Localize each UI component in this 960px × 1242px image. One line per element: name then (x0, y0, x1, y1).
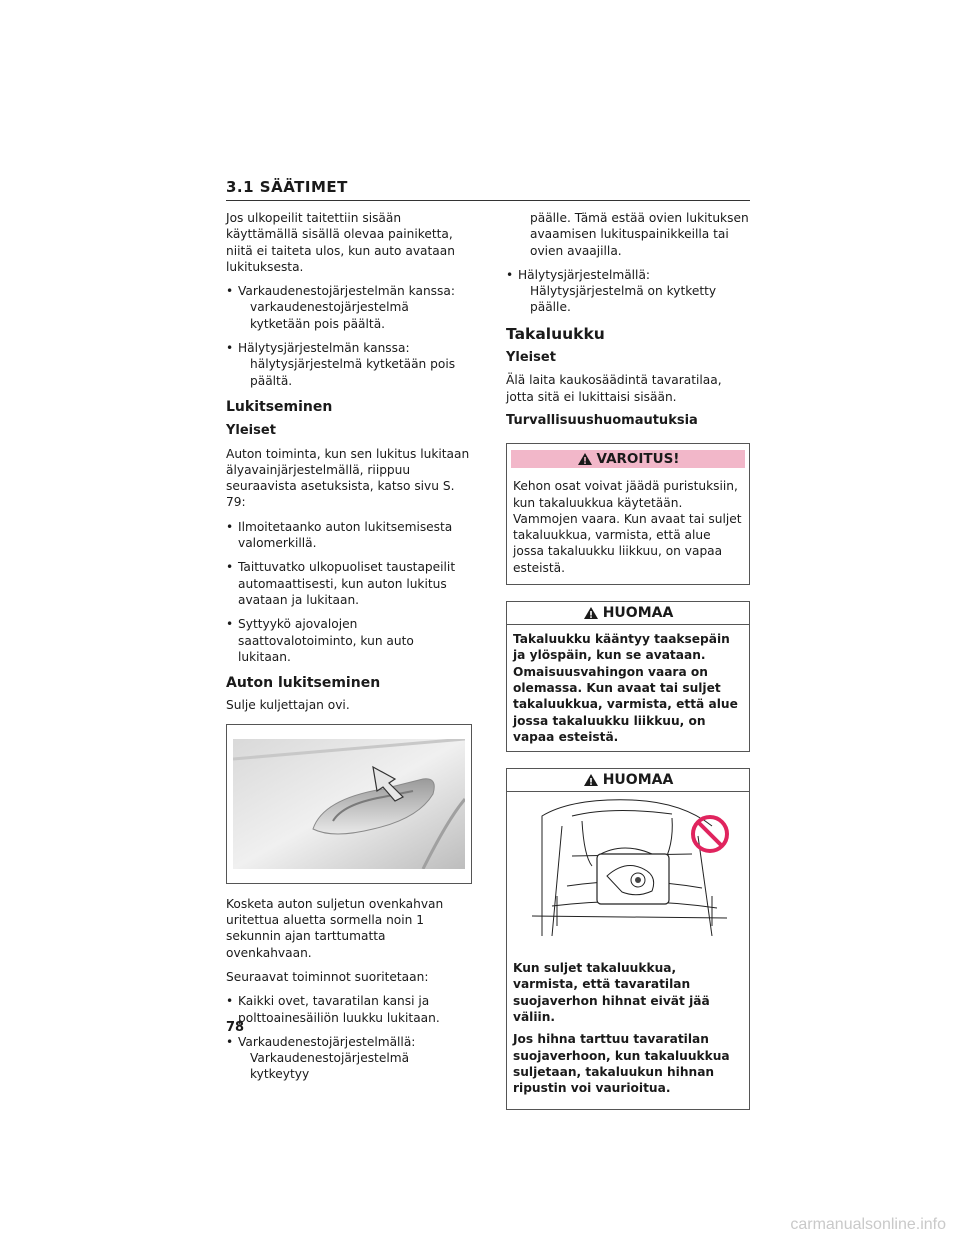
prohibited-icon (693, 817, 727, 851)
intro-paragraph: Jos ulkopeilit taitettiin sisään käyttämällä sisällä olevaa painiketta, niitä ei taiteta ulos, kun auto avataan lukituksesta. (226, 211, 455, 274)
warning-triangle-icon (577, 452, 593, 466)
note-text-1: Kun suljet takaluukkua, varmista, että tavaratilan suojaverhon hihnat eivät jää väliin. (513, 961, 710, 1025)
sulje-paragraph: Sulje kuljettajan ovi. (226, 698, 350, 713)
photo-caption: Kosketa auton suljetun ovenkahvan uritettua aluetta sormella noin 1 sekunnin ajan tarttumatta ovenkahvaan. (226, 896, 444, 960)
door-handle-photo (226, 724, 472, 884)
trunk-illustration (512, 796, 744, 936)
bullet-text: Varkaudenestojärjestelmä kytkeytyy (250, 1051, 410, 1082)
warning-header (511, 450, 745, 468)
list-item: • Kaikki ovet, tavaratilan kansi ja polttoainesäiliön luukku lukitaan. (226, 994, 440, 1025)
note-text: Takaluukku kääntyy taaksepäin ja ylöspäin, kun se avataan. Omaisuusvahingon vaara on olemassa. Kun avaat tai suljet takaluukkua, varmista, että alue jossa takaluukku liikkuu, on vapaa esteistä. (513, 632, 738, 744)
heading-lukitseminen: Lukitseminen (226, 398, 333, 415)
section-header: 3.1 SÄÄTIMET (226, 178, 750, 201)
note-header (507, 769, 749, 792)
list-item: • Ilmoitetaanko auton lukitsemisesta valomerkillä. (226, 519, 453, 551)
note-box-1 (506, 601, 750, 752)
warning-triangle-icon (583, 773, 599, 787)
door-handle-illustration (233, 739, 465, 869)
list-item: • Hälytysjärjestelmällä: Hälytysjärjestelmä on kytketty päälle. (506, 267, 717, 315)
yleiset-paragraph: Auton toiminta, kun sen lukitus lukitaan älyavainjärjestelmällä, riippuu seuraavista asetuksista, katso sivu S. 79: (226, 446, 470, 510)
heading-takaluukku: Takaluukku (506, 324, 605, 343)
warning-text: Kehon osat voivat jäädä puristuksiin, kun takaluukkua käytetään. Vammojen vaara. Kun avaat tai suljet takaluukkua, varmista, että alue jossa takaluukku liikkuu, on vapaa esteistä. (513, 479, 742, 575)
bullet-title: Varkaudenestojärjestelmän kanssa: (238, 284, 455, 299)
note-text-2: Jos hihna tarttuu tavaratilan suojaverhoon, kun takaluukkua suljetaan, takaluukun hihnan ripustin voi vaurioitua. (513, 1032, 730, 1096)
list-item: • Varkaudenestojärjestelmällä: Varkaudenestojärjestelmä kytkeytyy (226, 1034, 470, 1083)
right-column (506, 210, 750, 1126)
note-label: HUOMAA (602, 771, 674, 788)
list-item: • Varkaudenestojärjestelmän kanssa: varkaudenestojärjestelmä kytketään pois päältä. (226, 283, 470, 332)
list-item: • Hälytysjärjestelmän kanssa: hälytysjärjestelmä kytketään pois päältä. (226, 340, 470, 389)
list-item: • Taittuvatko ulkopuoliset taustapeilit automaattisesti, kun auton lukitus avataan ja lukitaan. (226, 560, 456, 607)
heading-auton-lukitseminen: Auton lukitseminen (226, 675, 381, 692)
note-box-2 (506, 768, 750, 1109)
list-item: • Syttyykö ajovalojen saattovalotoiminto, kun auto lukitaan. (226, 617, 414, 664)
page-number: 78 (226, 1020, 245, 1035)
takaluukku-yleiset-paragraph: Älä laita kaukosäädintä tavaratilaa, jotta sitä ei lukittaisi sisään. (506, 373, 722, 404)
heading-yleiset: Yleiset (506, 350, 556, 366)
warning-box (506, 443, 750, 585)
left-column (226, 210, 470, 1091)
watermark: carmanualsonline.info (790, 1216, 946, 1233)
note-header (507, 602, 749, 625)
bullet-text: varkaudenestojärjestelmä kytketään pois päältä. (250, 300, 409, 331)
heading-turvallisuus: Turvallisuushuomautuksia (506, 412, 698, 428)
note-label: HUOMAA (602, 604, 674, 621)
continued-text: päälle. Tämä estää ovien lukituksen avaamisen lukituspainikkeilla tai ovien avaajilla. (530, 211, 749, 258)
warning-label: VAROITUS! (596, 451, 680, 468)
heading-yleiset: Yleiset (226, 423, 276, 439)
warning-triangle-icon (583, 606, 599, 620)
bullet-text: hälytysjärjestelmä kytketään pois päältä. (250, 357, 456, 388)
seuraavat-paragraph: Seuraavat toiminnot suoritetaan: (226, 969, 429, 984)
bullet-title: Hälytysjärjestelmän kanssa: (238, 341, 410, 356)
